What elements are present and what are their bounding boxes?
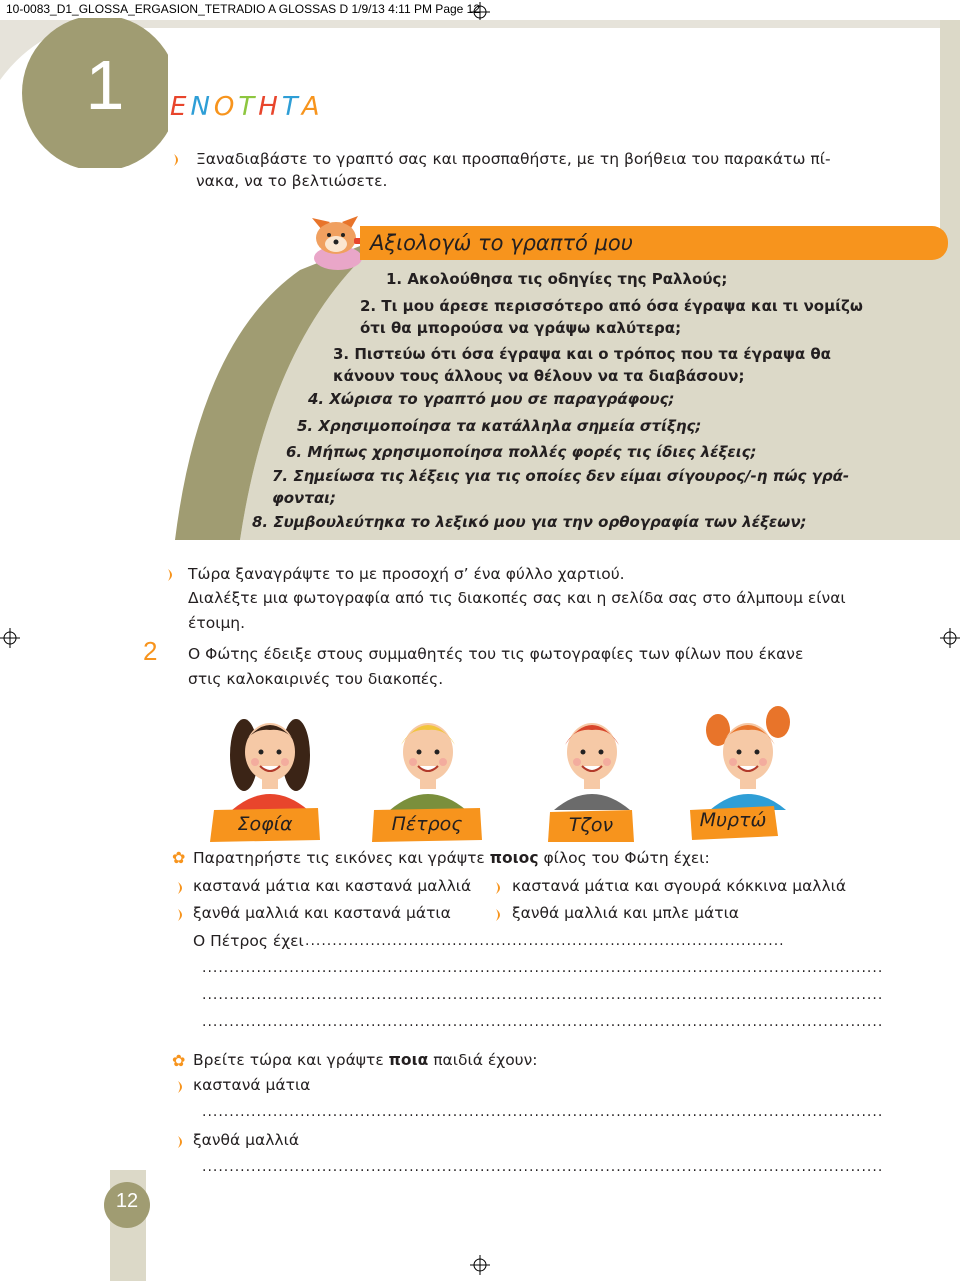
registration-mark-icon (470, 1255, 490, 1275)
answer-start: Ο Πέτρος έχει (193, 932, 304, 950)
unit-label-letter: Ο (213, 92, 239, 122)
bullet-icon (494, 881, 506, 895)
feature-item: καστανά μάτια (193, 1076, 311, 1094)
bullet-icon (494, 908, 506, 922)
friend-name: Σοφία (237, 813, 293, 835)
unit-label-letter: Α (301, 92, 324, 122)
question-1: Παρατηρήστε τις εικόνες και γράψτε ποιος φίλος του Φώτη έχει: (193, 849, 710, 867)
feature-item: ξανθά μαλλιά (193, 1131, 300, 1149)
friend-portrait (706, 706, 790, 810)
unit-label-letter: Τ (238, 92, 259, 122)
friend-name: Πέτρος (391, 813, 463, 835)
unit-label-letter: Ν (190, 92, 214, 122)
evaluation-item: 5. Χρησιμοποίησα τα κατάλληλα σημεία στίξης; (297, 417, 702, 435)
bullet-icon (176, 881, 188, 895)
registration-mark-icon (470, 2, 490, 22)
flower-bullet-icon: ✿ (172, 1051, 186, 1070)
option-item: ξανθά μαλλιά και καστανά μάτια (193, 904, 451, 922)
friend-portrait (230, 719, 310, 810)
evaluation-title: Αξιολογώ το γραπτό μου (370, 231, 633, 255)
rewrite-line-2: Διαλέξτε μια φωτογραφία από τις διακοπές σας και η σελίδα σας στο άλμπουμ είναι έτοιμη. (188, 589, 846, 632)
evaluation-item: 1. Ακολούθησα τις οδηγίες της Ραλλούς; (386, 270, 728, 288)
evaluation-item: 7. Σημείωσα τις λέξεις για τις οποίες δεν είμαι σίγουρος/-η πώς γρά-φονται; (272, 467, 850, 507)
intro-text: Ξαναδιαβάστε το γραπτό σας και προσπαθήστε, με τη βοήθεια του παρακάτω πί-νακα, να το βελτιώσετε. (196, 150, 831, 190)
evaluation-item: 4. Χώρισα το γραπτό μου σε παραγράφους; (308, 390, 675, 408)
bullet-icon (176, 908, 188, 922)
unit-label-letter: Τ (281, 92, 302, 122)
question-2: Βρείτε τώρα και γράψτε ποια παιδιά έχουν: (193, 1051, 538, 1069)
page-number: 12 (115, 1190, 139, 1212)
unit-label-letter: Η (258, 92, 282, 122)
exercise-text: Ο Φώτης έδειξε στους συμμαθητές του τις φωτογραφίες των φίλων που έκανε στις καλοκαιρινές του διακοπές. (188, 645, 804, 688)
rewrite-line-1: Τώρα ξαναγράψτε το με προσοχή σ’ ένα φύλλο χαρτιού. (188, 565, 625, 583)
exercise-number: 2 (143, 636, 158, 666)
answer-line[interactable]: ............................................................................................................................. (202, 960, 884, 976)
evaluation-item: 2. Τι μου άρεσε περισσότερο από όσα έγραψα και τι νομίζω ότι θα μπορούσα να γράψω καλύτερα; (360, 297, 863, 337)
friend-portrait (390, 723, 466, 810)
answer-line[interactable]: ............................................................................................................................. (202, 1159, 884, 1175)
evaluation-item: 8. Συμβουλεύτηκα το λεξικό μου για την ορθογραφία των λέξεων; (252, 513, 807, 531)
answer-line[interactable]: ............................................................................................................................. (202, 1014, 884, 1030)
registration-mark-icon (0, 628, 20, 648)
bullet-icon (176, 1080, 188, 1094)
option-item: καστανά μάτια και καστανά μαλλιά (193, 877, 472, 895)
kids-portraits (200, 700, 840, 810)
flower-bullet-icon: ✿ (172, 848, 186, 867)
answer-line[interactable]: ............................................................................................................................. (202, 987, 884, 1003)
unit-label-letter: Ε (170, 92, 191, 122)
evaluation-item: 3. Πιστεύω ότι όσα έγραψα και ο τρόπος που τα έγραψα θα κάνουν τους άλλους να θέλουν να τα διαβάσουν; (333, 345, 831, 385)
unit-number: 1 (85, 46, 125, 124)
print-header: 10-0083_D1_GLOSSA_ERGASION_TETRADIO A GLOSSAS D 1/9/13 4:11 PM Page 12 (6, 2, 481, 16)
friend-portrait (554, 723, 630, 810)
answer-line[interactable]: ............................................................................................................................. (202, 1104, 884, 1120)
unit-label (170, 92, 324, 122)
answer-line[interactable]: ........................................................................................ (305, 933, 785, 949)
friend-name: Μυρτώ (699, 809, 767, 831)
friend-name: Τζον (568, 814, 614, 836)
option-item: καστανά μάτια και σγουρά κόκκινα μαλλιά (512, 877, 847, 895)
bullet-icon (176, 1135, 188, 1149)
bullet-icon (166, 568, 178, 582)
bullet-icon (172, 153, 184, 167)
registration-mark-icon (940, 628, 960, 648)
option-item: ξανθά μαλλιά και μπλε μάτια (512, 904, 740, 922)
evaluation-item: 6. Μήπως χρησιμοποίησα πολλές φορές τις ίδιες λέξεις; (286, 443, 757, 461)
